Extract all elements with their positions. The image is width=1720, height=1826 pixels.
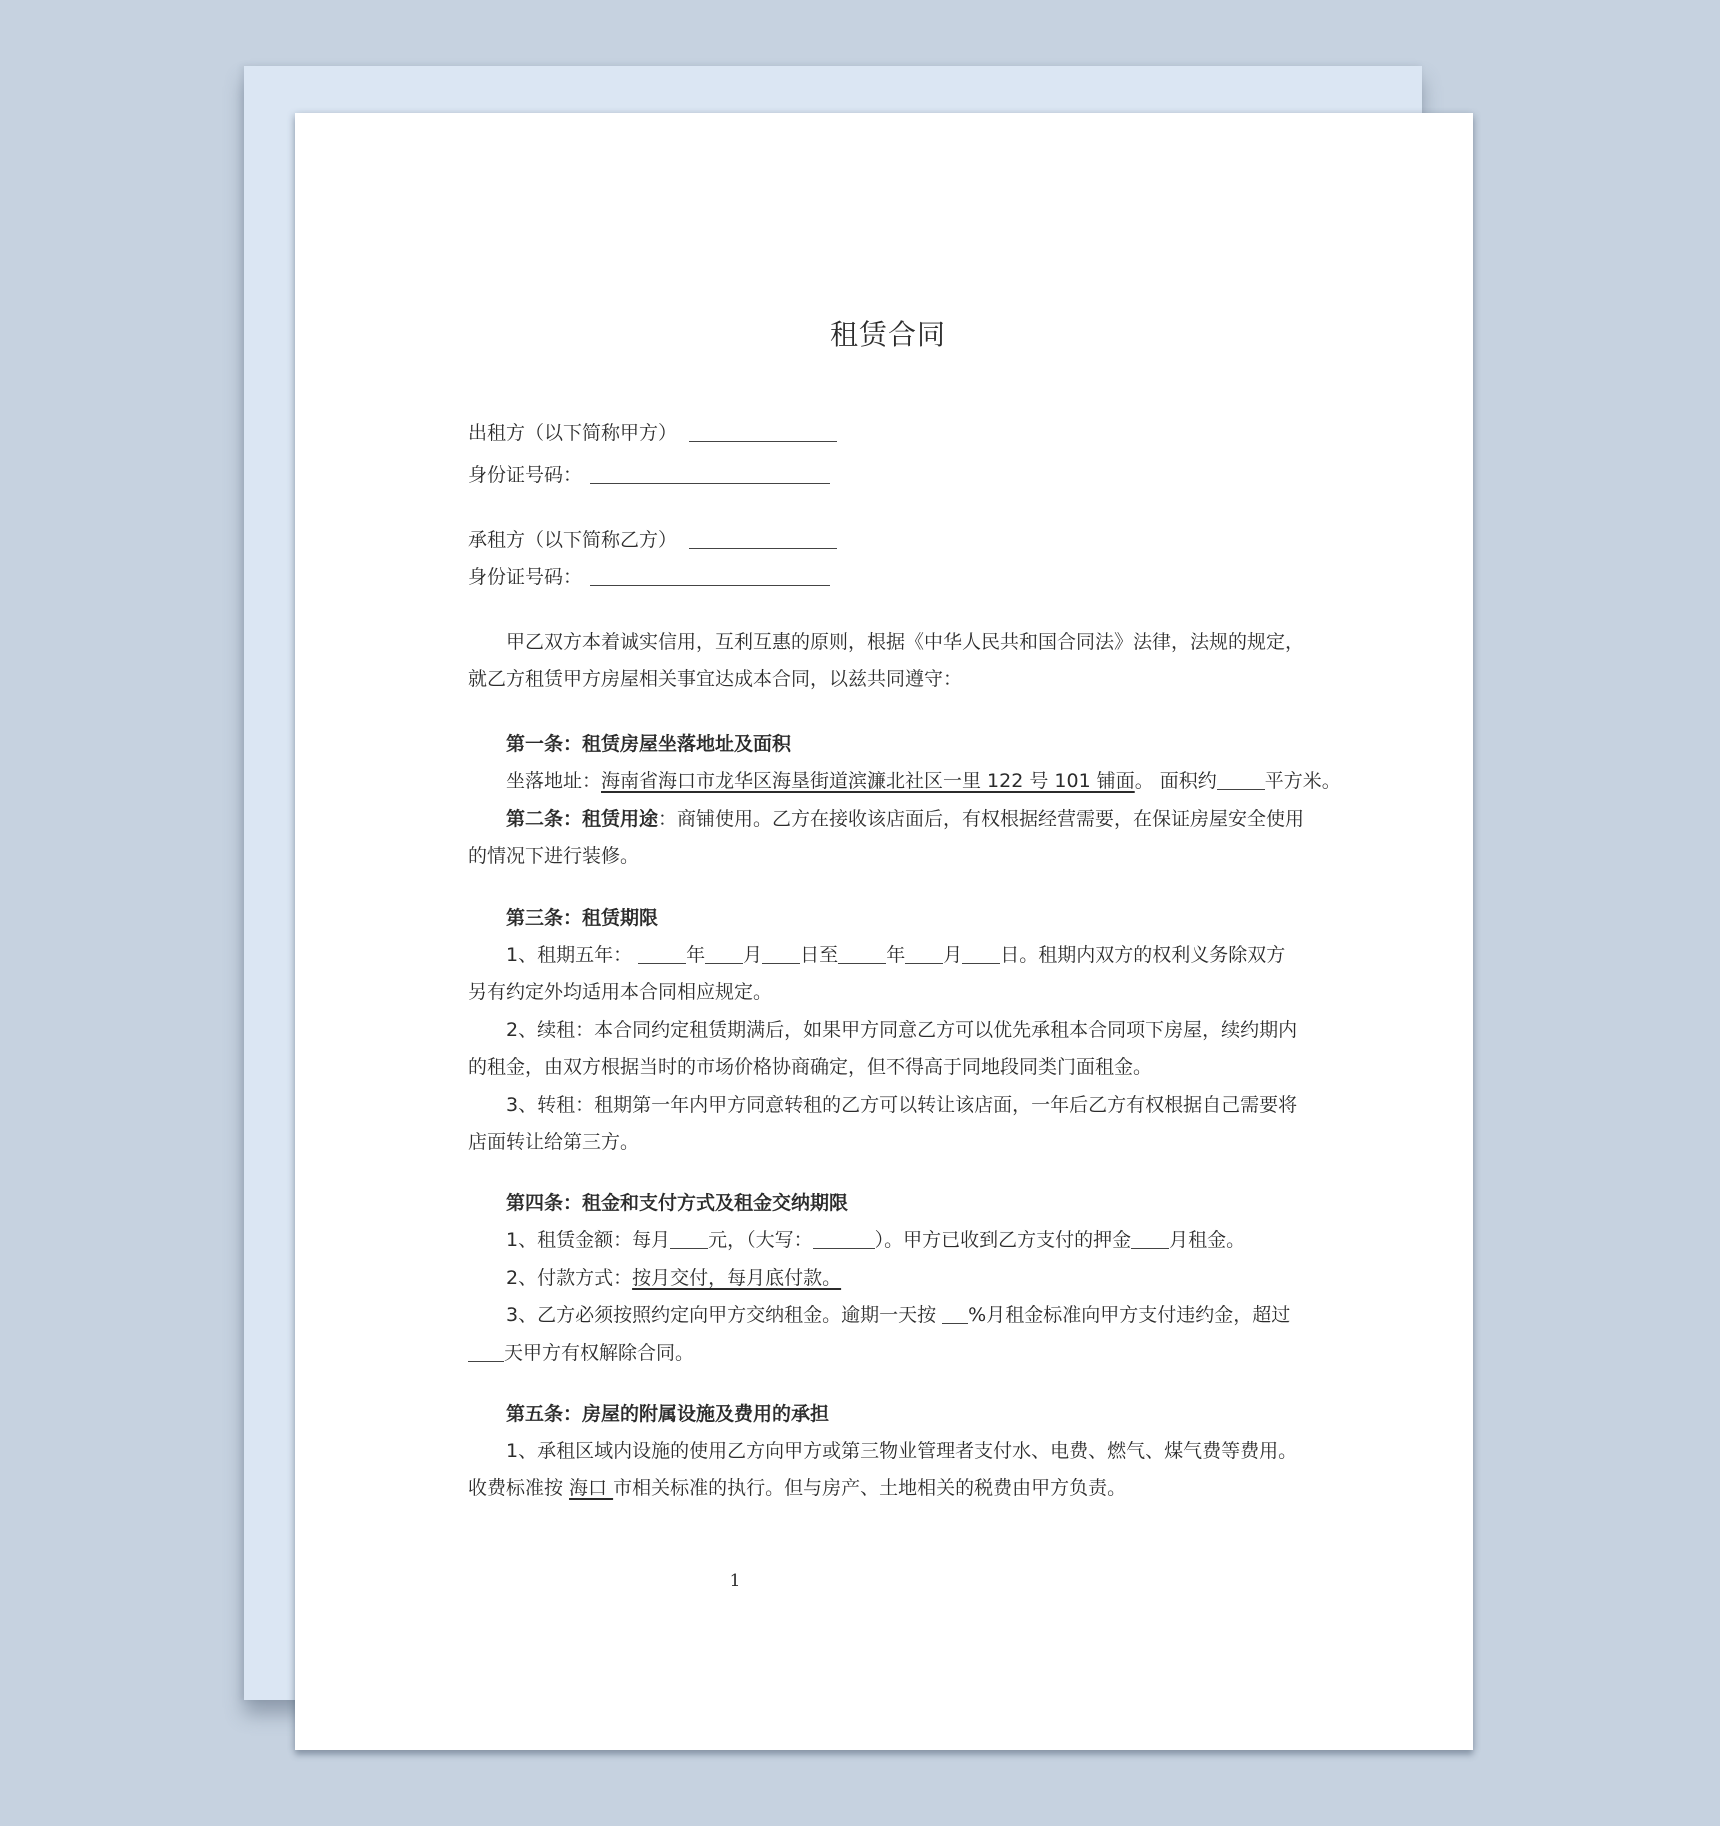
article5-item1-line-1: 1、承租区域内设施的使用乙方向甲方或第三物业管理者支付水、电费、燃气、煤气费等费用。 — [506, 1440, 1298, 1462]
lessee-id-blank[interactable] — [590, 563, 830, 586]
unit-day-to: 日至 — [800, 944, 839, 966]
late-fee-percent-blank[interactable] — [942, 1301, 968, 1324]
end-year-blank[interactable] — [838, 941, 886, 964]
lease-term-label: 1、租期五年： — [506, 944, 633, 966]
article3-item2-line-1: 2、续租：本合同约定租赁期满后，如果甲方同意乙方可以优先承租本合同项下房屋，续约期内 — [506, 1019, 1298, 1041]
monthly-rent-blank[interactable] — [670, 1226, 708, 1249]
article3-item3-line-2: 店面转让给第三方。 — [468, 1131, 640, 1153]
rent-capital-blank[interactable] — [813, 1226, 875, 1249]
deposit-text: ）。甲方已收到乙方支付的押金 — [874, 1229, 1132, 1251]
deposit-months-blank[interactable] — [1131, 1226, 1169, 1249]
document-page — [295, 113, 1473, 1750]
payment-method-value: 按月交付，每月底付款。 — [632, 1267, 842, 1289]
lessee-id-label: 身份证号码： — [468, 566, 583, 588]
article2-line-1 — [468, 801, 1304, 839]
start-month-blank[interactable] — [705, 941, 743, 964]
lessor-id-blank[interactable] — [590, 461, 830, 484]
article1-heading: 第一条：租赁房屋坐落地址及面积 — [506, 733, 792, 755]
article3-item3-line-1: 3、转租：租期第一年内甲方同意转租的乙方可以转让该店面，一年后乙方有权根据自己需要将 — [506, 1094, 1298, 1116]
payment-method-label: 2、付款方式： — [506, 1267, 633, 1289]
preamble-line-2: 就乙方租赁甲方房屋相关事宜达成本合同，以兹共同遵守： — [468, 668, 963, 690]
end-month-blank[interactable] — [905, 941, 943, 964]
address-value: 海南省海口市龙华区海垦街道滨濂北社区一里 122 号 101 铺面 — [601, 770, 1135, 792]
article5-heading: 第五条：房屋的附属设施及费用的承担 — [506, 1403, 830, 1425]
end-day-blank[interactable] — [962, 941, 1000, 964]
lessor-label: 出租方（以下简称甲方） — [468, 422, 678, 444]
article2-text: ：商铺使用。乙方在接收该店面后，有权根据经营需要，在保证房屋安全使用 — [658, 808, 1305, 830]
article3-item1-line-2: 另有约定外均适用本合同相应规定。 — [468, 981, 773, 1003]
article3-heading: 第三条：租赁期限 — [506, 907, 659, 929]
area-blank[interactable] — [1217, 767, 1265, 790]
lessee-name-blank[interactable] — [689, 526, 837, 549]
lessor-id-label: 身份证号码： — [468, 464, 583, 486]
unit-month: 月 — [943, 944, 963, 966]
fee-standard-city: 海口 — [569, 1477, 614, 1499]
lease-term-suffix: 日。租期内双方的权利义务除双方 — [1000, 944, 1286, 966]
unit-month: 月 — [743, 944, 763, 966]
start-year-blank[interactable] — [638, 941, 686, 964]
article5-item1-line-2 — [468, 1470, 1126, 1508]
rent-amount-label: 1、租赁金额：每月 — [506, 1229, 671, 1251]
article1-address-line — [468, 763, 1341, 801]
article2-line-2: 的情况下进行装修。 — [468, 845, 640, 867]
address-label: 坐落地址： — [506, 770, 602, 792]
late-fee-prefix: 3、乙方必须按照约定向甲方交纳租金。逾期一天按 — [506, 1304, 943, 1326]
termination-text: 天甲方有权解除合同。 — [504, 1342, 695, 1364]
article4-item2 — [468, 1260, 845, 1298]
lessor-id-line — [468, 457, 830, 495]
fee-standard-prefix: 收费标准按 — [468, 1477, 570, 1499]
fee-standard-suffix: 市相关标准的执行。但与房产、土地相关的税费由甲方负责。 — [613, 1477, 1127, 1499]
area-prefix: 。 面积约 — [1134, 770, 1217, 792]
termination-days-blank[interactable] — [468, 1339, 504, 1362]
document-title: 租赁合同 — [829, 318, 946, 351]
article3-item2-line-2: 的租金，由双方根据当时的市场价格协商确定，但不得高于同地段同类门面租金。 — [468, 1056, 1153, 1078]
lessor-line — [468, 415, 837, 453]
lessee-line — [468, 522, 837, 560]
lessor-name-blank[interactable] — [689, 419, 837, 442]
article2-heading: 第二条：租赁用途 — [506, 808, 659, 830]
rent-yuan-text: 元，（大写： — [708, 1229, 813, 1251]
article3-item1-line-1 — [468, 937, 1285, 975]
unit-year: 年 — [686, 944, 706, 966]
preamble-line-1: 甲乙双方本着诚实信用，互利互惠的原则，根据《中华人民共和国合同法》法律，法规的规定， — [506, 631, 1305, 653]
article4-item1 — [468, 1222, 1245, 1260]
lessee-id-line — [468, 559, 830, 597]
late-fee-mid: %月租金标准向甲方支付违约金，超过 — [968, 1304, 1291, 1326]
start-day-blank[interactable] — [762, 941, 800, 964]
article4-item3-line-2 — [468, 1335, 694, 1373]
article4-item3-line-1 — [468, 1297, 1290, 1335]
area-suffix: 平方米。 — [1264, 770, 1341, 792]
lessee-label: 承租方（以下简称乙方） — [468, 529, 678, 551]
article4-heading: 第四条：租金和支付方式及租金交纳期限 — [506, 1192, 849, 1214]
page-number: 1 — [729, 1571, 741, 1591]
deposit-suffix: 月租金。 — [1169, 1229, 1246, 1251]
unit-year: 年 — [886, 944, 906, 966]
